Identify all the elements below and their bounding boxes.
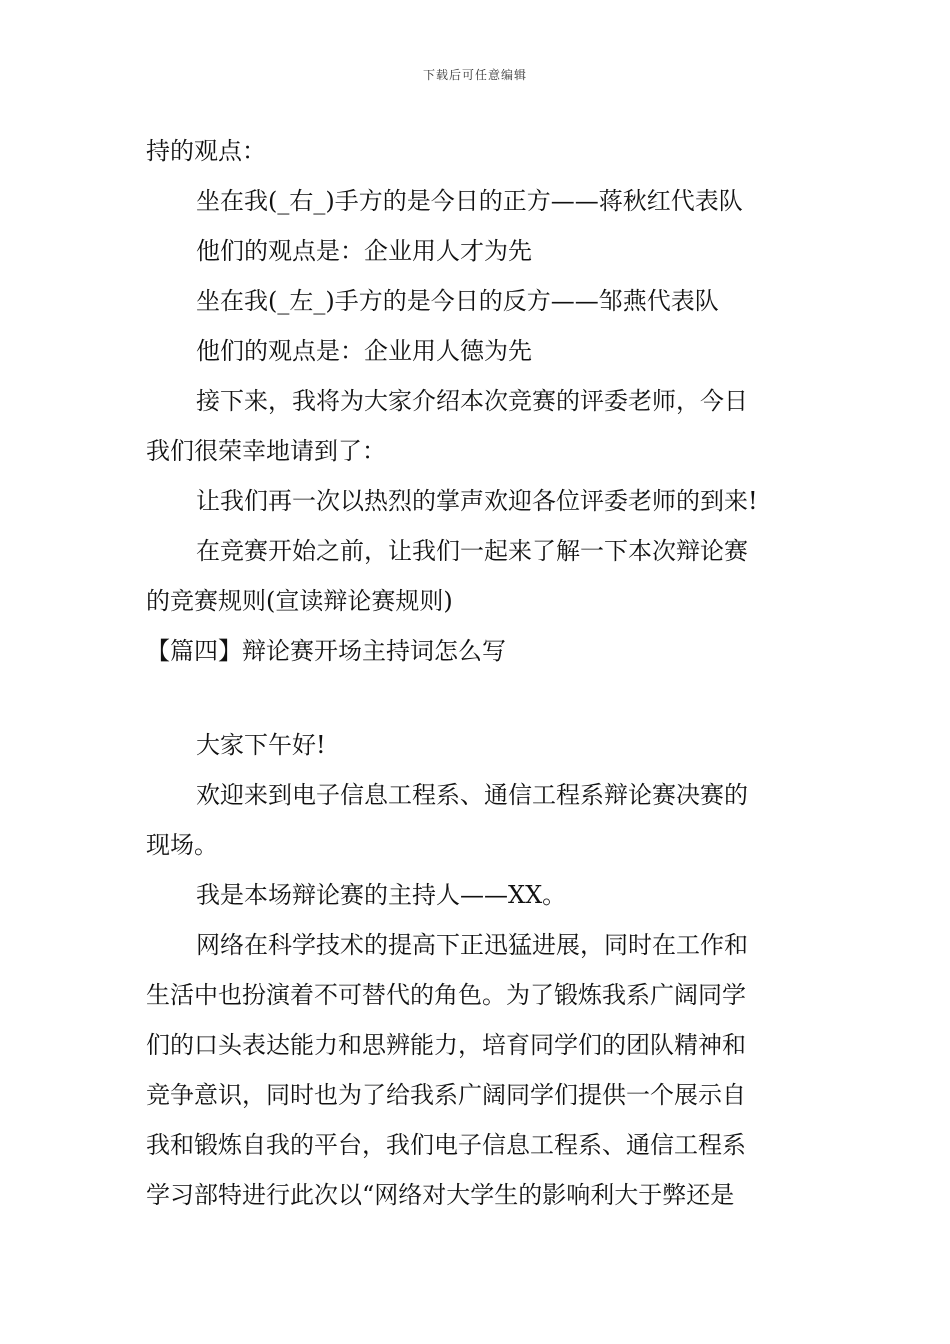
section-heading: 【篇四】辩论赛开场主持词怎么写	[146, 637, 506, 665]
paragraph-line: 我是本场辩论赛的主持人——XX。	[196, 881, 567, 909]
paragraph-line: 在竞赛开始之前，让我们一起来了解一下本次辩论赛	[196, 537, 748, 565]
paragraph-line: 网络在科学技术的提高下正迅猛进展，同时在工作和	[196, 931, 748, 959]
paragraph-line: 让我们再一次以热烈的掌声欢迎各位评委老师的到来!	[196, 487, 758, 515]
paragraph-line: 坐在我(_右_)手方的是今日的正方——蒋秋红代表队	[196, 187, 743, 215]
paragraph-line: 大家下午好!	[196, 731, 326, 759]
paragraph-line: 现场。	[146, 831, 218, 859]
paragraph-line: 我们很荣幸地请到了：	[146, 437, 386, 465]
blank-gap	[146, 676, 810, 720]
paragraph-line: 们的口头表达能力和思辨能力，培育同学们的团队精神和	[146, 1031, 746, 1059]
paragraph-line: 接下来，我将为大家介绍本次竞赛的评委老师，今日	[196, 387, 748, 415]
paragraph-line: 他们的观点是：企业用人德为先	[196, 337, 532, 365]
document-body	[146, 126, 810, 1220]
paragraph-line: 持的观点：	[146, 137, 266, 165]
page-header: 下载后可任意编辑	[422, 68, 527, 82]
paragraph-line: 学习部特进行此次以“网络对大学生的影响利大于弊还是	[146, 1181, 735, 1209]
paragraph-line: 竞争意识，同时也为了给我系广阔同学们提供一个展示自	[146, 1081, 746, 1109]
paragraph-line: 坐在我(_左_)手方的是今日的反方——邹燕代表队	[196, 287, 719, 315]
paragraph-line: 他们的观点是：企业用人才为先	[196, 237, 532, 265]
paragraph-line: 生活中也扮演着不可替代的角色。为了锻炼我系广阔同学	[146, 981, 746, 1009]
paragraph-line: 我和锻炼自我的平台，我们电子信息工程系、通信工程系	[146, 1131, 746, 1159]
paragraph-line: 欢迎来到电子信息工程系、通信工程系辩论赛决赛的	[196, 781, 748, 809]
paragraph-line: 的竞赛规则(宣读辩论赛规则)	[146, 587, 453, 615]
